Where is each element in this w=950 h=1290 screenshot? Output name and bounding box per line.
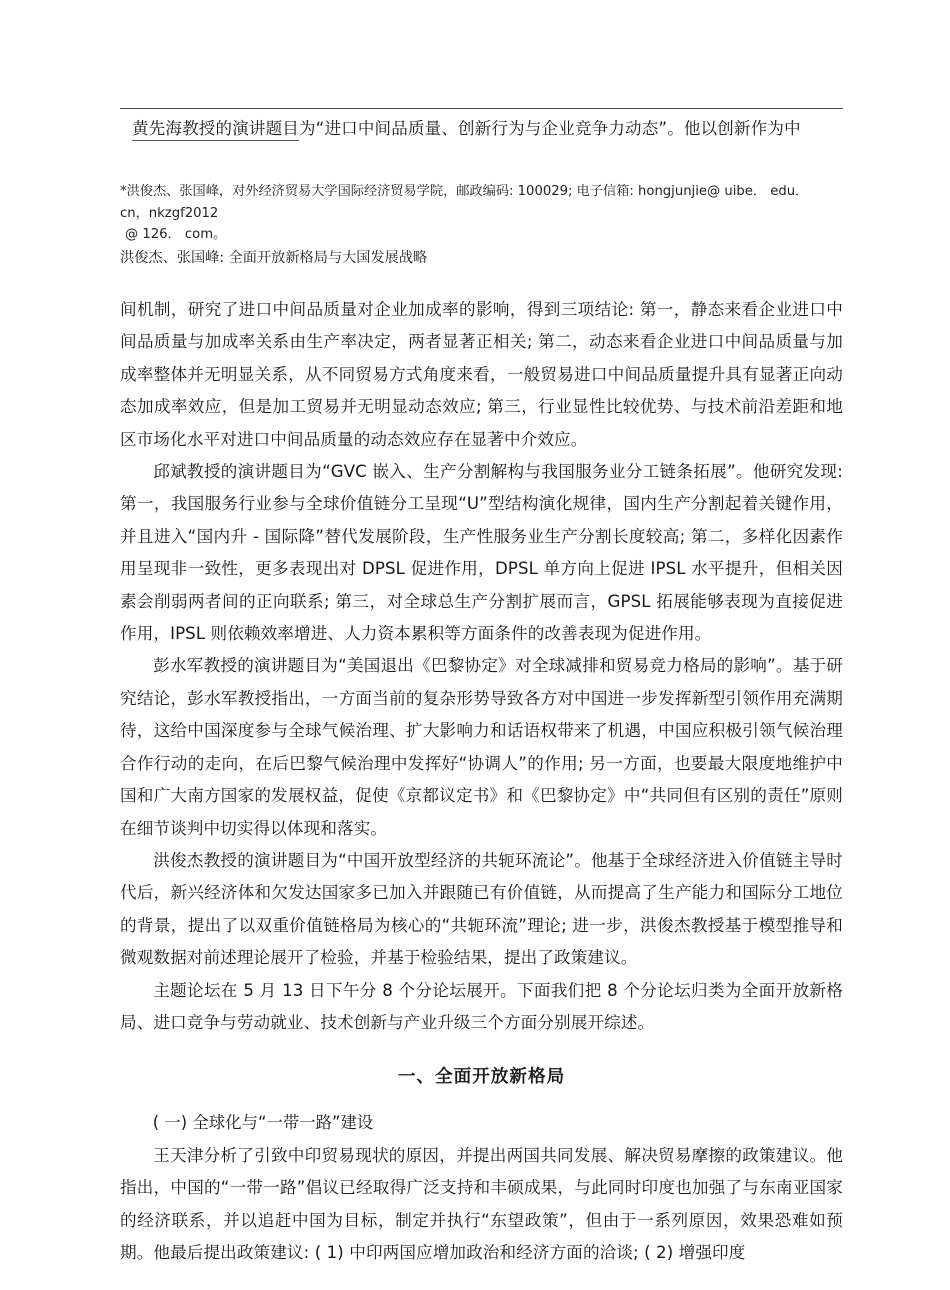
paragraph-hong-junjie: 洪俊杰教授的演讲题目为“中国开放型经济的共轭环流论”。他基于全球经济进入价值链主导时代后，新兴经济体和欠发达国家多已加入并跟随已有价值链，从而提高了生产能力和国际分工地位的背景，提出了以双重价值链格局为核心的“共轭环流”理论; 进一步，洪俊杰教授基于模型推导和微观数据对前述理论展开了检验，并基于检验结果，提出了政策建议。: [120, 850, 843, 968]
paragraph-forum-intro: 主题论坛在 5 月 13 日下午分 8 个分论坛展开。下面我们把 8 个分论坛归类为全面开放新格局、进口竞争与劳动就业、技术创新与产业升级三个方面分别展开综述。: [120, 980, 843, 1032]
carryover-underlined-text: 黄先海教授的演讲题目: [132, 119, 299, 141]
carryover-rest-text: 为“进口中间品质量、创新行为与企业竞争力动态”。他以创新作为中: [299, 119, 801, 138]
footnote-line-1: *洪俊杰、张国峰，对外经济贸易大学国际经济贸易学院，邮政编码: 100029; 电子信箱: hongjunjie@ uibe． edu．: [120, 184, 809, 199]
footnote-separator-rule: [120, 108, 843, 109]
section-heading: 一、全面开放新格局: [397, 1067, 566, 1088]
body-content: [120, 294, 843, 1269]
subsection-heading: ( 一) 全球化与“一带一路”建设: [152, 1113, 374, 1133]
paragraph-wang-tianjin: 王天津分析了引致中印贸易现状的原因，并提出两国共同发展、解决贸易摩擦的政策建议。他指出，中国的“一带一路”倡议已经取得广泛支持和丰硕成果，与此同时印度也加强了与东南亚国家的经济联系，并以追赶中国为目标，制定并执行“东望政策”，但由于一系列原因，效果恐难如预期。他最后提出政策建议: ( 1) 中印两国应增加政治和经济方面的洽谈; ( 2) 增强印度: [120, 1145, 843, 1262]
running-head: 洪俊杰、张国峰: 全面开放新格局与大国发展战略: [120, 250, 428, 266]
paragraph-qiu-bin: 邱斌教授的演讲题目为“GVC 嵌入、生产分割解构与我国服务业分工链条拓展”。他研究发现: 第一，我国服务行业参与全球价值链分工呈现“U”型结构演化规律，国内生产分割起着关键作用，并且进入“国内升 - 国际降”替代发展阶段，生产性服务业生产分割长度较高; 第二，多样化因素作用呈现非一致性，更多表现出对 DPSL 促进作用，DPSL 单方向上促进 IPSL 水平提升，但相关因素会削弱两者间的正向联系; 第三，对全球总生产分割扩展而言，GPSL 拓展能够表现为直接促进作用，IPSL 则依赖效率增进、人力资本累积等方面条件的改善表现为促进作用。: [120, 462, 843, 644]
paragraph-peng-shuijun: 彭水军教授的演讲题目为“美国退出《巴黎协定》对全球减排和贸易竞力格局的影响”。基于研究结论，彭水军教授指出，一方面当前的复杂形势导致各方对中国进一步发挥新型引领作用充满期待，这给中国深度参与全球气候治理、扩大影响力和话语权带来了机遇，中国应积极引领气候治理合作行动的走向，在后巴黎气候治理中发挥好“协调人”的作用; 另一方面，也要最大限度地维护中国和广大南方国家的发展权益，促使《京都议定书》和《巴黎协定》中“共同但有区别的责任”原则在细节谈判中切实得以体现和落实。: [120, 656, 843, 838]
footnote-line-2: cn，nkzgf2012: [120, 205, 219, 221]
carryover-line: [120, 116, 843, 142]
footnote-line-3: @ 126． com。: [125, 227, 227, 242]
paragraph-huang-xianhai: 间机制，研究了进口中间品质量对企业加成率的影响，得到三项结论: 第一，静态来看企业进口中间品质量与加成率关系由生产率决定，两者显著正相关; 第二，动态来看企业进口中间品质量与加成率整体并无明显关系，从不同贸易方式角度来看，一般贸易进口中间品质量提升具有显著正向动态加成率效应，但是加工贸易并无明显动态效应; 第三，行业显性比较优势、与技术前沿差距和地区市场化水平对进口中间品质量的动态效应存在显著中介效应。: [120, 300, 843, 449]
top-carryover-block: [120, 108, 843, 142]
footnote-block: [120, 181, 843, 246]
